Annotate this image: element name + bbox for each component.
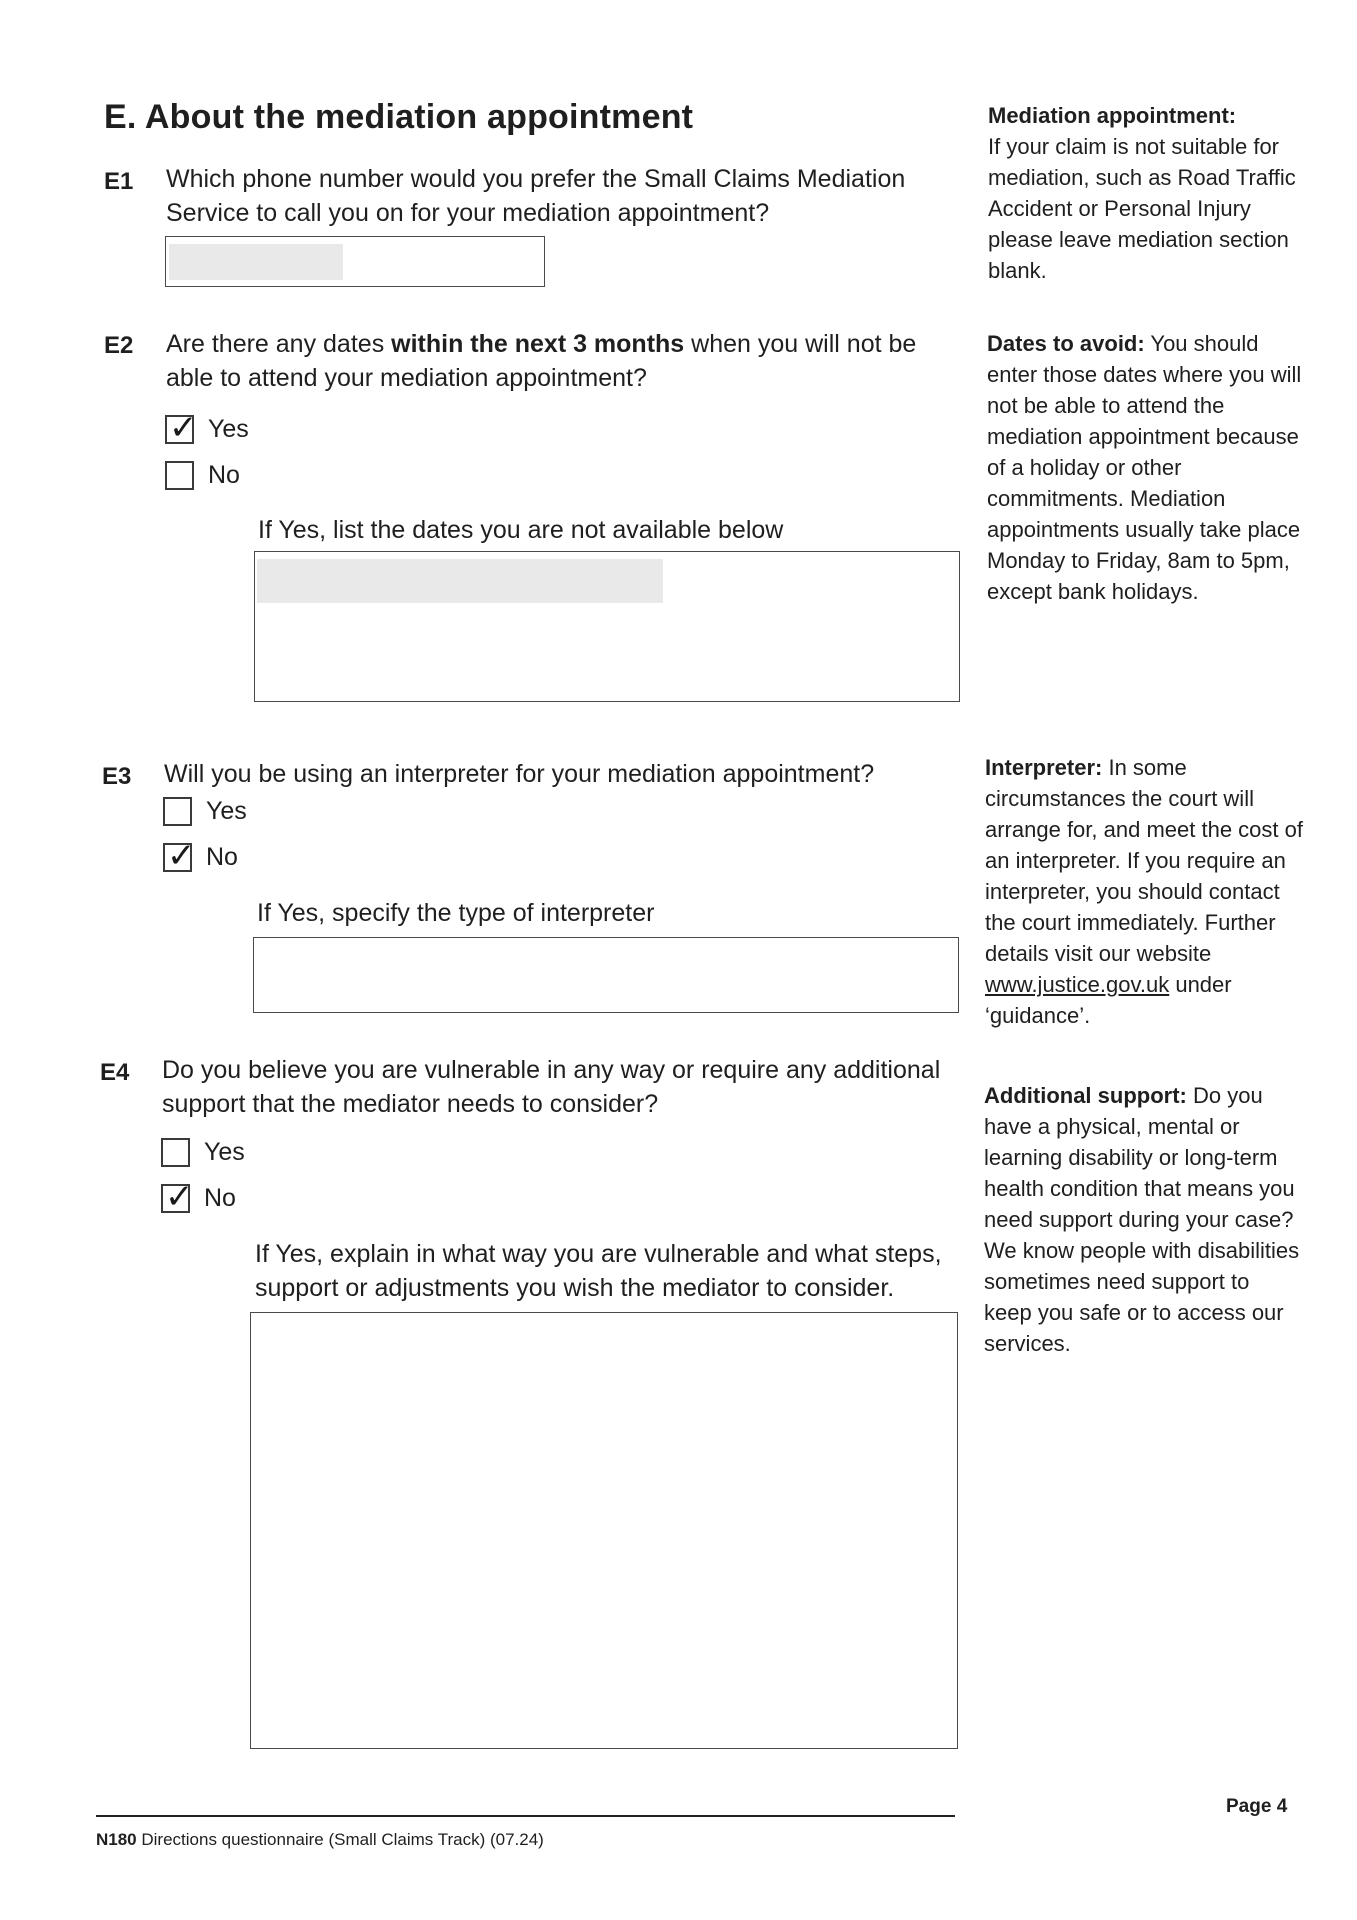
e2-no-checkbox[interactable] [165,461,194,490]
e2-yes-option[interactable] [165,408,249,448]
question-number-e1: E1 [104,168,134,195]
page-number: Page 4 [1226,1796,1288,1817]
guidance-mediation-appointment [988,100,1306,286]
question-text-e1: Which phone number would you prefer the Small Claims Mediation Service to call you on for your mediation appointment? [166,165,906,227]
question-number-e4: E4 [100,1059,130,1086]
e2-no-option[interactable] [165,461,240,490]
e3-followup-label: If Yes, specify the type of interpreter [257,899,655,927]
e2-followup-label: If Yes, list the dates you are not available below [258,516,784,544]
e4-yes-label: Yes [204,1138,245,1166]
justice-website-link[interactable]: www.justice.gov.uk [985,972,1170,997]
form-name: Directions questionnaire (Small Claims Track) (07.24) [136,1830,544,1849]
guidance-heading: Interpreter: [985,755,1103,780]
e3-no-checkbox[interactable] [163,836,196,876]
question-text-e2-part: when you will not be able to attend your mediation appointment? [166,330,917,392]
check-mark-icon: ✓ [169,408,198,448]
check-mark-icon: ✓ [165,1177,194,1217]
form-code: N180 [96,1830,137,1849]
footer-divider [96,1815,955,1817]
unavailable-dates-textarea[interactable] [254,551,960,702]
guidance-heading: Dates to avoid: [987,331,1145,356]
question-text-e2 [166,327,966,395]
check-mark-icon: ✓ [167,836,196,876]
phone-number-input[interactable] [165,236,545,287]
vulnerability-details-textarea[interactable] [250,1312,958,1749]
e2-yes-label: Yes [208,415,249,443]
question-number-e2: E2 [104,332,134,359]
redacted-value [169,244,343,280]
e4-no-label: No [204,1184,236,1212]
e4-no-option[interactable] [161,1177,236,1217]
e4-no-checkbox[interactable] [161,1177,194,1217]
guidance-body: under ‘guidance’. [985,972,1232,1028]
question-number-e3: E3 [102,763,132,790]
guidance-dates-to-avoid [987,328,1305,607]
question-text-e2-emphasis: within the next 3 months [391,330,685,358]
e3-yes-checkbox[interactable] [163,797,192,826]
e4-yes-checkbox[interactable] [161,1138,190,1167]
e2-yes-checkbox[interactable] [165,408,198,448]
guidance-body: In some circumstances the court will arrange for, and meet the cost of an interpreter. If you require an interpreter, you should contact the court immediately. Further details visit our website [985,755,1303,966]
e3-yes-option[interactable] [163,797,247,826]
interpreter-type-input[interactable] [253,937,959,1013]
e4-followup-label: If Yes, explain in what way you are vulnerable and what steps, support or adjustments you wish the mediator to consider. [255,1240,942,1302]
guidance-heading: Mediation appointment: [988,103,1237,128]
guidance-body: If your claim is not suitable for mediation, such as Road Traffic Accident or Personal Injury please leave mediation section blank. [988,134,1296,283]
footer-form-reference [96,1830,544,1850]
e2-no-label: No [208,461,240,489]
guidance-body: You should enter those dates where you will not be able to attend the mediation appointment because of a holiday or other commitments. Mediation appointments usually take place Monday to Friday, 8am to 5pm, except bank holidays. [987,331,1302,604]
e4-yes-option[interactable] [161,1138,245,1167]
question-text-e2-part: Are there any dates [166,330,392,358]
guidance-additional-support [984,1080,1302,1359]
guidance-heading: Additional support: [984,1083,1187,1108]
redacted-value [257,559,663,603]
e3-yes-label: Yes [206,797,247,825]
guidance-body: Do you have a physical, mental or learning disability or long-term health condition that means you need support during your case? We know people with disabilities sometimes need support to keep you safe or to access our services. [984,1083,1300,1356]
e3-no-label: No [206,843,238,871]
guidance-interpreter [985,752,1303,1031]
e3-no-option[interactable] [163,836,238,876]
section-title: E. About the mediation appointment [104,98,694,136]
question-text-e3: Will you be using an interpreter for your mediation appointment? [164,760,875,788]
question-text-e4: Do you believe you are vulnerable in any way or require any additional support that the mediator needs to consider? [162,1056,941,1118]
